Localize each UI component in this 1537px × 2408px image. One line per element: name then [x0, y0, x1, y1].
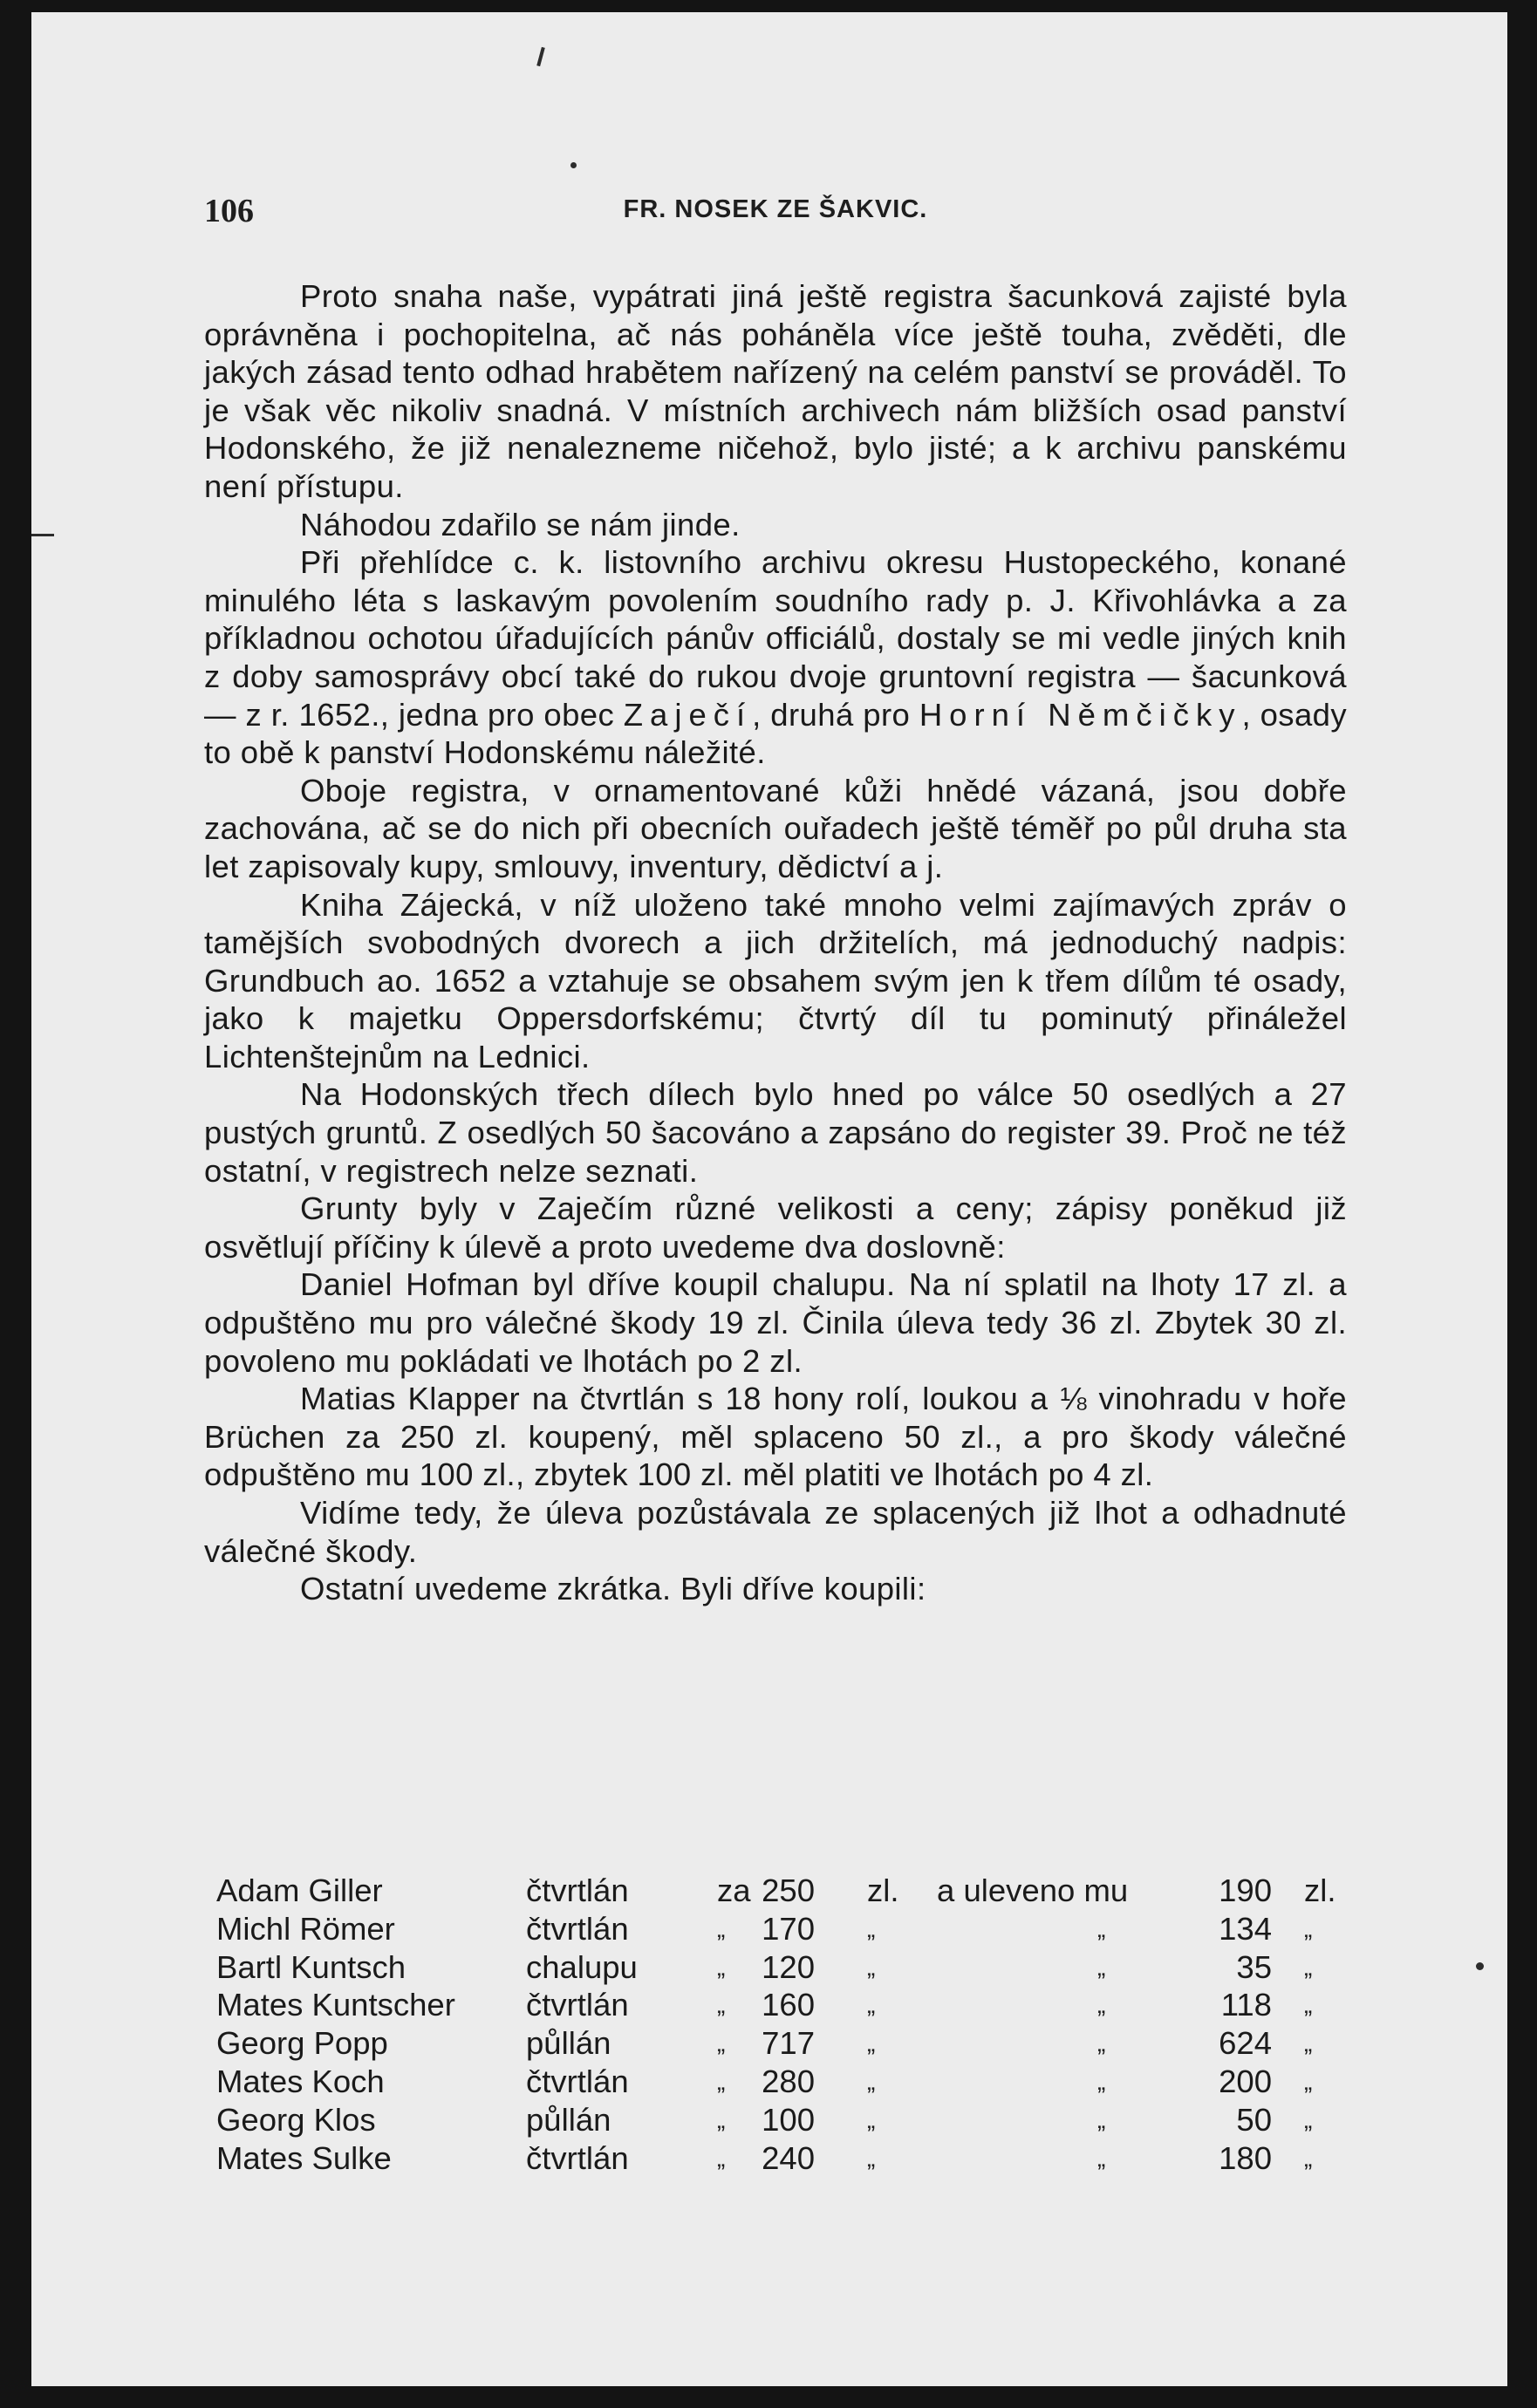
paragraph-text: Grunty byly v Zaječím různé velikosti a ceny; zápisy poněkud již osvětlují příčiny k úlevě a proto uvedeme dva doslovně: — [204, 1190, 1347, 1265]
paragraph — [204, 506, 1347, 544]
purchase-price: 250 — [762, 1873, 815, 1908]
paragraph-text: Ostatní uvedeme zkrátka. Byli dříve koupili: — [300, 1571, 926, 1607]
buyer-name: Adam Giller — [216, 1873, 383, 1908]
purchase-price: 280 — [762, 2063, 815, 2099]
paragraph — [204, 1075, 1347, 1190]
ditto-mark: „ — [1304, 2067, 1313, 2095]
purchase-price: 170 — [762, 1910, 815, 1947]
ditto-mark: „ — [1097, 2144, 1106, 2172]
paragraph-text: Proto snaha naše, vypátrati jiná ještě registra šacunková zajisté byla oprávněna i pochopitelna, ač nás poháněla více ještě touha, zvěděti, dle jakých zásad tento odhad hrabětem nařízený na celém panství se prováděl. To je však věc nikoliv snadná. V místních archivech nám bližších osad panství Hodonského, že již nenalezneme ničehož, bylo jisté; a k archivu panskému není přístupu. — [204, 278, 1347, 504]
place-name: Zaječí — [623, 696, 753, 733]
ditto-mark: „ — [867, 2144, 876, 2172]
scan-blemish — [1476, 1962, 1484, 1970]
ditto-mark: „ — [717, 2067, 726, 2095]
ledger-row — [216, 1872, 1350, 1910]
paragraph — [204, 277, 1347, 506]
ditto-mark: „ — [717, 2144, 726, 2172]
paragraph — [204, 1570, 1347, 1608]
ledger-row — [216, 2139, 1350, 2178]
paragraph-text: Vidíme tedy, že úleva pozůstávala ze splacených již lhot a odhadnuté válečné škody. — [204, 1495, 1347, 1569]
scan-blemish — [570, 162, 577, 168]
ledger-row — [216, 2101, 1350, 2139]
ditto-mark: „ — [717, 2105, 726, 2133]
page-number: 106 — [204, 193, 254, 229]
ditto-mark: „ — [1097, 2029, 1106, 2057]
relief-amount: 190 — [1219, 1873, 1272, 1908]
currency-unit: zl. — [1304, 1873, 1336, 1908]
paragraph — [204, 1265, 1347, 1380]
paragraph — [204, 772, 1347, 886]
relief-amount: 624 — [1219, 2025, 1272, 2062]
currency-unit: zl. — [867, 1873, 899, 1908]
paragraph-text: Oboje registra, v ornamentované kůži hnědé vázaná, jsou dobře zachována, ač se do nich při obecních ouřadech ještě téměř po půl druha sta let zapisovaly kupy, smlouvy, inventury, dědictví a j. — [204, 772, 1347, 884]
paragraph — [204, 1190, 1347, 1265]
paragraph-text: Při přehlídce c. k. listovního archivu okresu Hustopeckého, konané minulého léta s laskavým povolením soudního rady p. J. Křivohlávka a za příkladnou ochotou úřadujících pánův officiálů, dostaly se mi vedle jiných knih z doby samosprávy obcí také do rukou dvoje gruntovní registra — šacunková — z r. 1652., jedna pro obec — [204, 544, 1347, 733]
ditto-mark: „ — [867, 2105, 876, 2133]
ditto-mark: „ — [867, 2067, 876, 2095]
ditto-mark: „ — [1304, 1991, 1313, 2019]
ditto-mark: „ — [1097, 1953, 1106, 1981]
buyer-name: Georg Klos — [216, 2101, 376, 2138]
purchase-price: 717 — [762, 2025, 815, 2062]
holding-type: půllán — [526, 2101, 611, 2138]
buyer-name: Bartl Kuntsch — [216, 1948, 406, 1985]
ditto-mark: „ — [717, 2029, 726, 2057]
ditto-mark: „ — [717, 1914, 726, 1942]
holding-type: čtvrtlán — [526, 1873, 629, 1908]
scan-blemish — [31, 534, 54, 536]
paragraph-text: Na Hodonských třech dílech bylo hned po válce 50 osedlých a 27 pustých gruntů. Z osedlých 50 šacováno a zapsáno do register 39. Proč ne též ostatní, v registrech nelze seznati. — [204, 1076, 1347, 1189]
ditto-mark: „ — [717, 1991, 726, 2019]
relief-amount: 50 — [1236, 2101, 1272, 2138]
purchase-price: 240 — [762, 2139, 815, 2176]
purchase-ledger — [216, 1872, 1350, 2177]
paragraph — [204, 886, 1347, 1076]
paragraph — [204, 1380, 1347, 1494]
paragraph-text: , osady to obě k panství Hodonskému náležité. — [204, 696, 1347, 771]
relief-amount: 35 — [1236, 1948, 1272, 1985]
buyer-name: Mates Kuntscher — [216, 1987, 455, 2023]
ledger-row — [216, 1986, 1350, 2024]
holding-type: půllán — [526, 2025, 611, 2062]
ledger-row — [216, 2024, 1350, 2063]
purchase-price: 120 — [762, 1948, 815, 1985]
relief-amount: 200 — [1219, 2063, 1272, 2099]
ditto-mark: „ — [1097, 2067, 1106, 2095]
paragraph-text: Kniha Zájecká, v níž uloženo také mnoho velmi zajímavých zpráv o tamějších svobodných dvorech a jich držitelích, má jednoduchý nadpis: Grundbuch ao. 1652 a vztahuje se obsahem svým jen k třem dílům té osady, jako k majetku Oppersdorfskému; čtvrtý díl tu pominutý přináležel Lichtenštejnům na Lednici. — [204, 886, 1347, 1074]
purchase-price: 160 — [762, 1987, 815, 2023]
ledger-row — [216, 2063, 1350, 2101]
buyer-name: Georg Popp — [216, 2025, 388, 2062]
buyer-name: Michl Römer — [216, 1910, 395, 1947]
paragraph-text: Náhodou zdařilo se nám jinde. — [300, 506, 741, 542]
buyer-name: Mates Koch — [216, 2063, 385, 2099]
holding-type: čtvrtlán — [526, 1987, 629, 2023]
relief-phrase: a uleveno mu — [937, 1873, 1129, 1908]
ditto-mark: „ — [1097, 2105, 1106, 2133]
running-title: FR. NOSEK ZE ŠAKVIC. — [623, 195, 928, 223]
ditto-mark: „ — [717, 1953, 726, 1981]
ditto-mark: „ — [1304, 1953, 1313, 1981]
ditto-mark: „ — [1097, 1991, 1106, 2019]
ditto-mark: „ — [867, 2029, 876, 2057]
holding-type: chalupu — [526, 1948, 638, 1985]
price-prefix: za — [717, 1873, 751, 1908]
relief-amount: 180 — [1219, 2139, 1272, 2176]
relief-amount: 118 — [1220, 1987, 1272, 2023]
purchase-price: 100 — [762, 2101, 815, 2138]
ditto-mark: „ — [1304, 1914, 1313, 1942]
ditto-mark: „ — [867, 1991, 876, 2019]
article-body — [204, 277, 1347, 1608]
ledger-row — [216, 1910, 1350, 1948]
relief-amount: 134 — [1219, 1910, 1272, 1947]
paragraph — [204, 1494, 1347, 1570]
ditto-mark: „ — [1304, 2105, 1313, 2133]
holding-type: čtvrtlán — [526, 2139, 629, 2176]
holding-type: čtvrtlán — [526, 1910, 629, 1947]
holding-type: čtvrtlán — [526, 2063, 629, 2099]
paragraph — [204, 543, 1347, 772]
ditto-mark: „ — [867, 1953, 876, 1981]
ditto-mark: „ — [867, 1914, 876, 1942]
ledger-row — [216, 1948, 1350, 1987]
place-name: Horní Němčičky — [919, 696, 1242, 733]
page-header — [204, 185, 1347, 237]
buyer-name: Mates Sulke — [216, 2139, 392, 2176]
ditto-mark: „ — [1097, 1914, 1106, 1942]
paragraph-text: , druhá pro — [752, 696, 919, 733]
ditto-mark: „ — [1304, 2144, 1313, 2172]
paragraph-text: Matias Klapper na čtvrtlán s 18 hony rolí, loukou a ⅛ vinohradu v hoře Brüchen za 250 zl. koupený, měl splaceno 50 zl., a pro škody válečné odpuštěno mu 100 zl., zbytek 100 zl. měl platiti ve lhotách po 4 zl. — [204, 1381, 1347, 1493]
paragraph-text: Daniel Hofman byl dříve koupil chalupu. Na ní splatil na lhoty 17 zl. a odpuštěno mu pro válečné škody 19 zl. Činila úleva tedy 36 zl. Zbytek 30 zl. povoleno mu pokládati ve lhotách po 2 zl. — [204, 1266, 1347, 1379]
ditto-mark: „ — [1304, 2029, 1313, 2057]
